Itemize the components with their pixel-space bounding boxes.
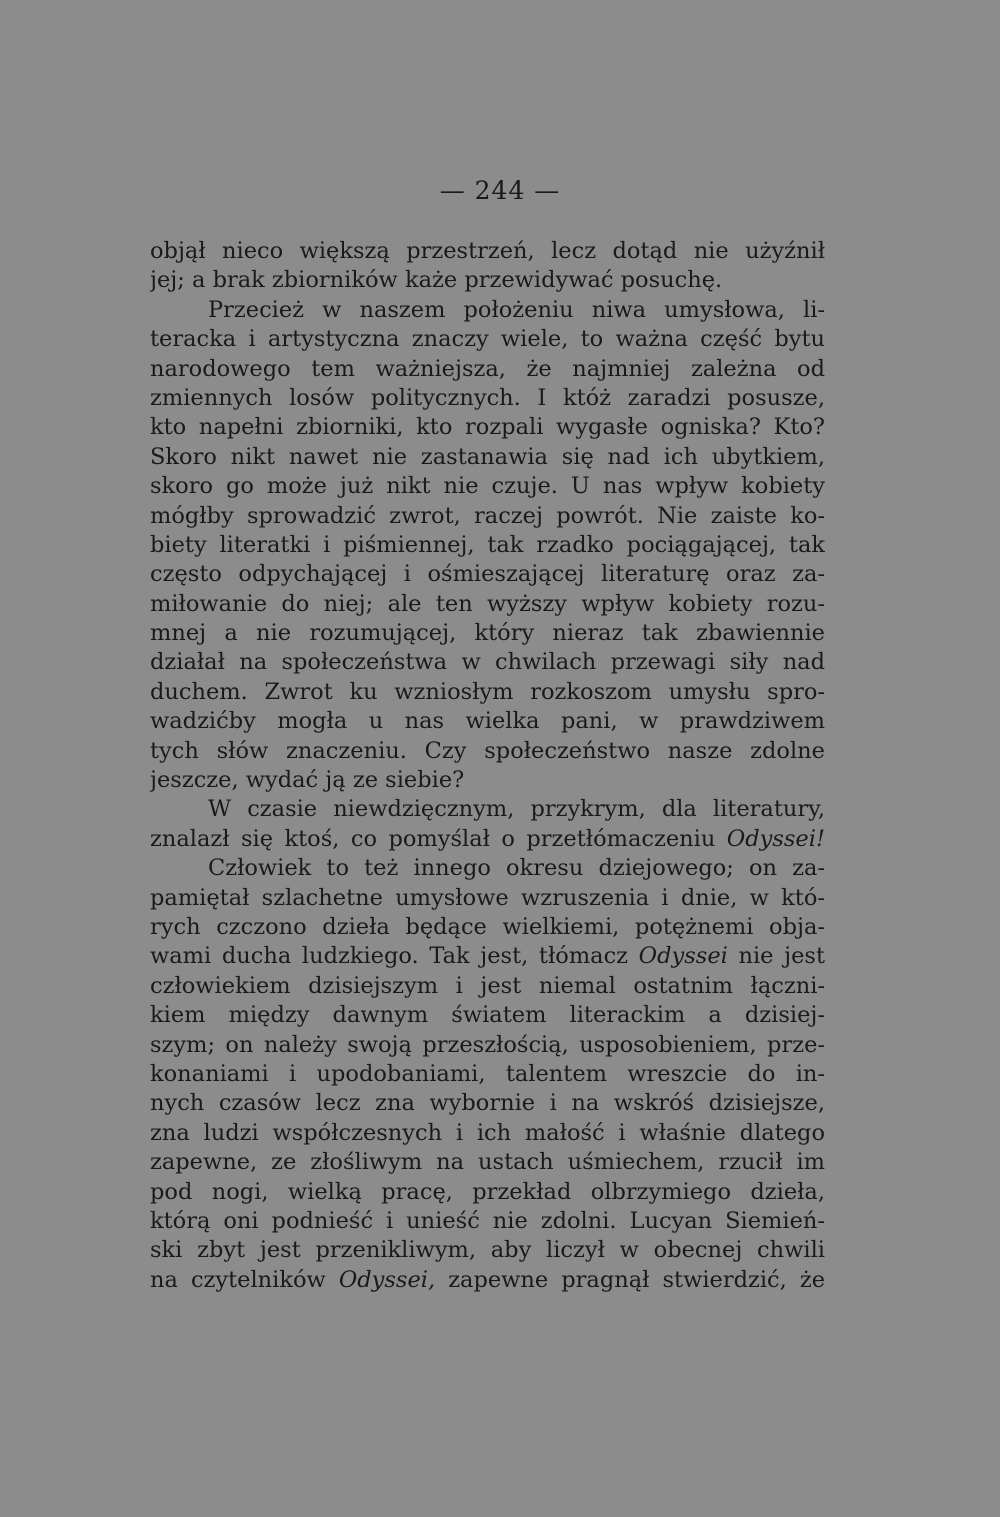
text-line [150, 1001, 825, 1030]
text-line-content: kto napełni zbiorniki, kto rozpali wygasłe ogniska? Kto? [150, 414, 825, 441]
text-line [150, 1089, 825, 1118]
text-line-content: wadzićby mogła u nas wielka pani, w prawdziwem [150, 708, 825, 735]
italic-title: Odyssei [638, 943, 728, 970]
text-line-content: jej; a brak zbiorników każe przewidywać posuchę. [150, 267, 723, 294]
text-line-content: skoro go może już nikt nie czuje. U nas wpływ kobiety [150, 473, 825, 500]
text-line-content: konaniami i upodobaniami, talentem wreszcie do in- [150, 1060, 825, 1087]
text-line-content: znalazł się ktoś, co pomyślał o przetłómaczeniu [150, 825, 727, 852]
text-line [150, 766, 825, 795]
text-line-content: ski zbyt jest przenikliwym, aby liczył w obecnej chwili [150, 1237, 825, 1264]
text-line [150, 678, 825, 707]
text-line-content: kiem między dawnym światem literackim a dzisiej- [150, 1002, 825, 1029]
text-line [150, 472, 825, 501]
text-line [150, 355, 825, 384]
text-line-content: jeszcze, wydać ją ze siebie? [150, 767, 465, 794]
text-line-content: Człowiek to też innego okresu dziejowego; on za- [208, 855, 825, 882]
text-line [150, 443, 825, 472]
text-line-content: działał na społeczeństwa w chwilach przewagi siły nad [150, 649, 825, 676]
text-line [150, 237, 825, 266]
text-line [150, 1119, 825, 1148]
page-number: — 244 — [439, 176, 561, 205]
text-line-content: teracka i artystyczna znaczy wiele, to ważna część bytu [150, 326, 825, 353]
text-line [150, 619, 825, 648]
text-line-content: pod nogi, wielką pracę, przekład olbrzymiego dzieła, [150, 1178, 825, 1205]
text-line-content: nych czasów lecz zna wybornie i na wskróś dzisiejsze, [150, 1090, 825, 1117]
text-line-content: którą oni podnieść i unieść nie zdolni. Lucyan Siemień- [150, 1207, 825, 1234]
text-line-content: Przecież w naszem położeniu niwa umysłowa, li- [208, 296, 825, 323]
body-text [150, 237, 825, 1295]
text-line-content: duchem. Zwrot ku wzniosłym rozkoszom umysłu spro- [150, 678, 825, 705]
text-line [150, 737, 825, 766]
text-line [150, 560, 825, 589]
text-line [150, 1236, 825, 1265]
text-line-content: mógłby sprowadzić zwrot, raczej powrót. Nie zaiste ko- [150, 502, 825, 529]
text-line-content: objął nieco większą przestrzeń, lecz dotąd nie użyźnił [150, 238, 825, 264]
text-line [150, 1178, 825, 1207]
text-line-content: człowiekiem dzisiejszym i jest niemal ostatnim łączni- [150, 972, 825, 999]
text-line-content: tych słów znaczeniu. Czy społeczeństwo nasze zdolne [150, 737, 825, 764]
text-line-content: zmiennych losów politycznych. I któż zaradzi posusze, [150, 384, 825, 411]
text-line-content: miłowanie do niej; ale ten wyższy wpływ kobiety rozu- [150, 590, 825, 617]
text-line [150, 795, 825, 824]
text-line-content: wami ducha ludzkiego. Tak jest, tłómacz [150, 943, 639, 970]
text-line-content: na czytelników [150, 1266, 339, 1293]
text-line [150, 266, 825, 295]
text-line [150, 1031, 825, 1060]
text-line-content: zapewne, ze złośliwym na ustach uśmiechem, rzucił im [150, 1149, 825, 1176]
text-line [150, 1060, 825, 1089]
text-line [150, 1266, 825, 1295]
italic-title: Odyssei, [338, 1266, 436, 1293]
text-line [150, 384, 825, 413]
text-line [150, 590, 825, 619]
text-line [150, 325, 825, 354]
text-line-content: rych czczono dzieła będące wielkiemi, potężnemi obja- [150, 913, 825, 940]
italic-title: Odyssei! [726, 825, 825, 852]
text-line-continuation: zapewne pragnął stwierdzić, że [435, 1266, 825, 1293]
text-line [150, 707, 825, 736]
text-line [150, 972, 825, 1001]
text-line [150, 825, 825, 854]
text-line [150, 942, 825, 971]
text-line [150, 1207, 825, 1236]
text-line-content: często odpychającej i ośmieszającej literaturę oraz za- [150, 561, 825, 588]
text-line [150, 913, 825, 942]
text-line-content: szym; on należy swoją przeszłością, usposobieniem, prze- [150, 1031, 825, 1058]
text-line-content: narodowego tem ważniejsza, że najmniej zależna od [150, 355, 825, 382]
text-line [150, 648, 825, 677]
text-line [150, 502, 825, 531]
text-line [150, 531, 825, 560]
text-line-content: biety literatki i piśmiennej, tak rzadko pociągającej, tak [150, 531, 825, 558]
text-line [150, 1148, 825, 1177]
text-line [150, 884, 825, 913]
text-line-continuation: nie jest [727, 943, 825, 970]
text-line-content: mnej a nie rozumującej, który nieraz tak zbawiennie [150, 620, 825, 647]
text-line [150, 413, 825, 442]
text-line [150, 296, 825, 325]
text-line-content: zna ludzi współczesnych i ich małość i właśnie dlatego [150, 1119, 825, 1146]
text-line-content: pamiętał szlachetne umysłowe wzruszenia i dnie, w któ- [150, 884, 825, 911]
text-line-content: W czasie niewdzięcznym, przykrym, dla literatury, [208, 796, 825, 823]
text-line-content: Skoro nikt nawet nie zastanawia się nad ich ubytkiem, [150, 443, 825, 470]
text-line [150, 854, 825, 883]
